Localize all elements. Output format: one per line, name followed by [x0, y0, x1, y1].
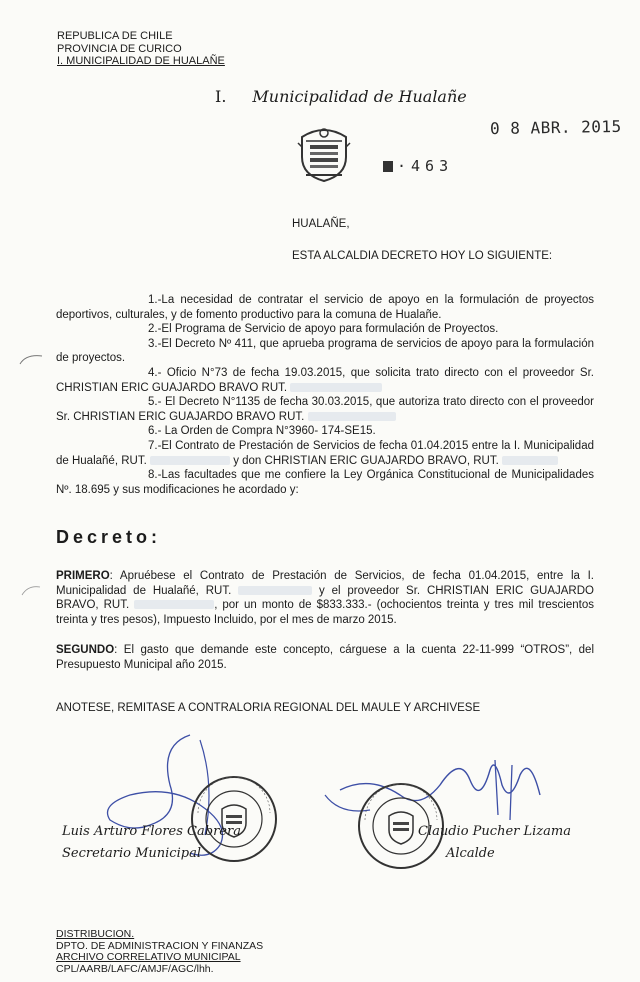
mayor-role: Alcalde: [446, 846, 495, 861]
punch-mark-icon: [20, 583, 42, 597]
considerando-4-text: 4.- Oficio N°73 de fecha 19.03.2015, que solicita trato directo con el proveedor Sr. CHRISTIAN ERIC GUAJARDO BRAVO RUT.: [56, 366, 594, 394]
received-date-stamp: 0 8 ABR. 2015: [489, 116, 622, 139]
letterhead-municipality: I. MUNICIPALIDAD DE HUALAÑE: [57, 55, 225, 67]
considerando-1: 1.-La necesidad de contratar el servicio de apoyo en la formulación de proyectos deportivos, culturales, y de fomento productivo para la comuna de Hualañe.: [56, 294, 594, 321]
redacted-rut: [238, 586, 312, 595]
title-prefix: I.: [215, 87, 227, 106]
secretary-name: Luis Arturo Flores Cabrera: [62, 824, 241, 839]
decree-number: 463: [411, 157, 454, 175]
redacted-rut: [150, 456, 230, 465]
primero-paragraph: [56, 569, 594, 627]
primero-text-c: , por un monto de $833.333.- (ochocientos treinta y tres mil trescientos treinta y tres pesos), Impuesto Incluido, por el mes de marzo 2015.: [56, 599, 594, 626]
alcaldia-line: ESTA ALCALDIA DECRETO HOY LO SIGUIENTE:: [292, 250, 553, 262]
distribution-line-2: ARCHIVO CORRELATIVO MUNICIPAL: [56, 951, 241, 963]
considerando-5-text: 5.- El Decreto N°1135 de fecha 30.03.2015, que autoriza trato directo con el proveedor Sr. CHRISTIAN ERIC GUAJARDO BRAVO RUT.: [56, 396, 594, 423]
segundo-label: SEGUNDO: [56, 644, 115, 656]
punch-mark-icon: [18, 352, 44, 366]
secretary-role: Secretario Municipal: [62, 846, 201, 861]
municipal-crest-icon: [296, 123, 352, 183]
considerando-7-text-a: 7.-El Contrato de Prestación de Servicios de fecha 01.04.2015 entre la I. Municipalidad de Hualañé, RUT.: [56, 439, 594, 467]
mayor-name: Claudio Pucher Lizama: [418, 824, 571, 839]
segundo-paragraph: [56, 643, 594, 672]
closing-instruction: ANOTESE, REMITASE A CONTRALORIA REGIONAL DEL MAULE Y ARCHIVESE: [56, 702, 481, 714]
distribution-heading: DISTRIBUCION.: [56, 928, 135, 940]
considerando-5: [56, 395, 594, 424]
redacted-rut: [502, 456, 558, 465]
considerando-8: 8.-Las facultades que me confiere la Ley Orgánica Constitucional de Municipalidades Nº. 18.695 y sus modificaciones he acordado y:: [56, 469, 594, 496]
considerandos: [56, 293, 594, 497]
decreto-heading: Decreto:: [56, 527, 162, 547]
letterhead: [57, 30, 225, 68]
distribution-line-1: DPTO. DE ADMINISTRACION Y FINANZAS: [56, 939, 264, 952]
title-name: Municipalidad de Hualañe: [252, 87, 467, 106]
place-line: HUALAÑE,: [292, 218, 350, 230]
letterhead-province: PROVINCIA DE CURICO: [57, 42, 182, 55]
primero-text-b: y el proveedor Sr. CHRISTIAN ERIC GUAJARDO BRAVO, RUT.: [56, 584, 594, 612]
distribution: [56, 929, 263, 975]
redacted-rut: [134, 600, 214, 609]
considerando-7-text-b: y don CHRISTIAN ERIC GUAJARDO BRAVO, RUT.: [233, 454, 499, 467]
distribution-line-3: CPL/AARB/LAFC/AMJF/AGC/lhh.: [56, 962, 214, 975]
considerando-4: [56, 366, 594, 395]
stamp-block-icon: [383, 161, 393, 172]
considerando-3: 3.-El Decreto Nº 411, que aprueba programa de servicios de apoyo para la formulación de proyectos.: [56, 337, 594, 365]
secretary-seal-icon: [188, 773, 280, 865]
decree-number-stamp: ·463: [383, 157, 453, 175]
considerando-2: 2.-El Programa de Servicio de apoyo para formulación de Proyectos.: [148, 323, 499, 336]
segundo-text: : El gasto que demande este concepto, cárguese a la cuenta 22-11-999 “OTROS”, del Presupuesto Municipal año 2015.: [56, 644, 594, 671]
primero-label: PRIMERO: [56, 570, 110, 582]
redacted-rut: [290, 383, 382, 392]
primero-text-a: : Apruébese el Contrato de Prestación de Servicios, de fecha 01.04.2015, entre la I. Municipalidad de Hualañé, RUT.: [56, 570, 594, 597]
considerando-7: [56, 439, 594, 468]
considerando-6: 6.- La Orden de Compra N°3960- 174-SE15.: [148, 425, 376, 438]
document-title: [215, 87, 467, 106]
letterhead-country: REPUBLICA DE CHILE: [57, 30, 173, 42]
redacted-rut: [308, 412, 396, 421]
